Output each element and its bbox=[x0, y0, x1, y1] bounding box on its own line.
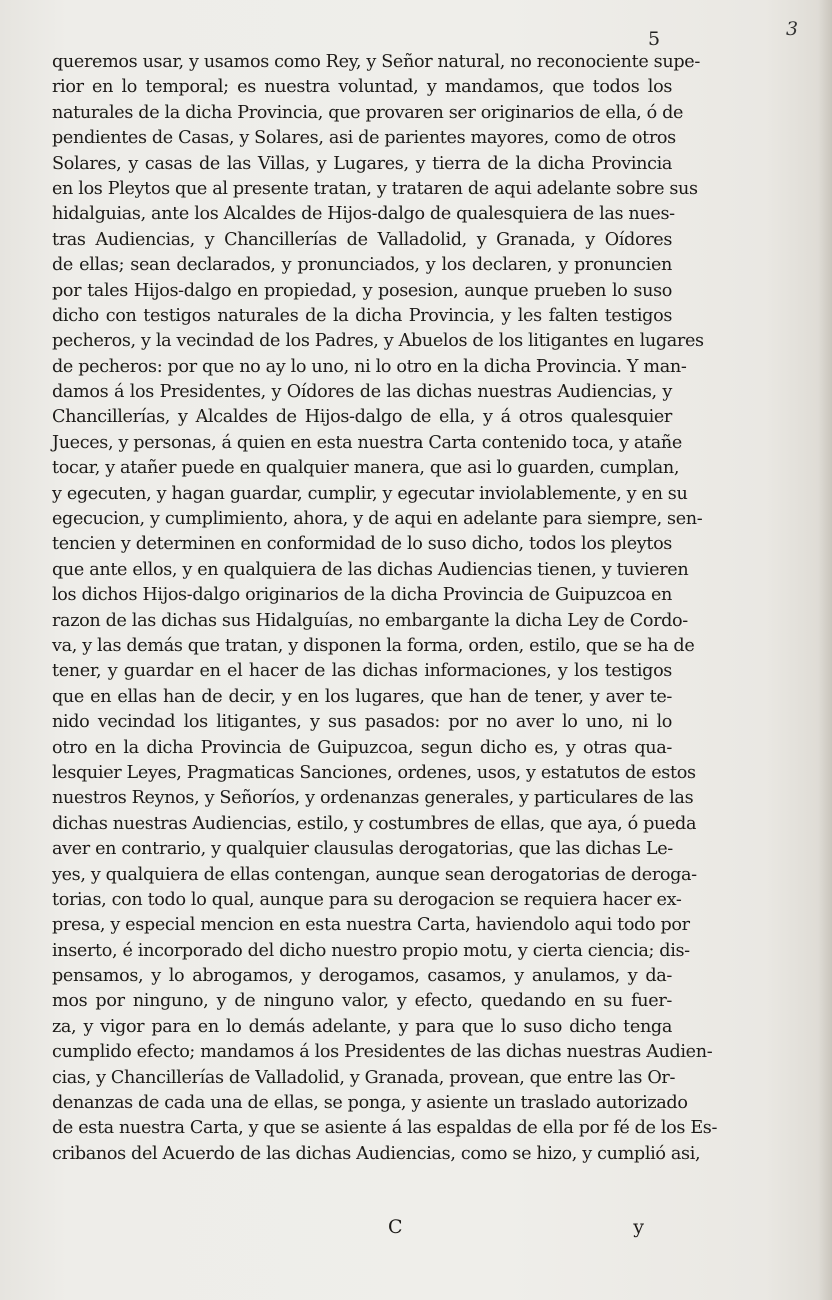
text-line: tras Audiencias, y Chancillerías de Valladolid, y Granada, y Oídores bbox=[52, 229, 672, 250]
text-line: dichas nuestras Audiencias, estilo, y costumbres de ellas, que aya, ó pueda bbox=[52, 813, 697, 834]
text-line: za, y vigor para en lo demás adelante, y para que lo suso dicho tenga bbox=[52, 1016, 672, 1037]
page-footer bbox=[52, 1216, 672, 1246]
signature-mark: C bbox=[388, 1216, 403, 1238]
text-line: mos por ninguno, y de ninguno valor, y efecto, quedando en su fuer- bbox=[52, 991, 672, 1012]
text-line: otro en la dicha Provincia de Guipuzcoa, segun dicho es, y otras qua- bbox=[52, 737, 672, 758]
text-line: nuestros Reynos, y Señoríos, y ordenanzas generales, y particulares de las bbox=[52, 788, 694, 809]
text-line: de ellas; sean declarados, y pronunciados, y los declaren, y pronuncien bbox=[52, 255, 672, 276]
text-line: denanzas de cada una de ellas, se ponga, y asiente un traslado autorizado bbox=[52, 1093, 688, 1114]
text-line: va, y las demás que tratan, y disponen la forma, orden, estilo, que se ha de bbox=[52, 635, 695, 656]
text-line: Solares, y casas de las Villas, y Lugares, y tierra de la dicha Provincia bbox=[52, 153, 672, 174]
text-line: queremos usar, y usamos como Rey, y Señor natural, no reconociente supe- bbox=[52, 52, 700, 72]
text-line: cumplido efecto; mandamos á los Presidentes de las dichas nuestras Audien- bbox=[52, 1042, 713, 1063]
text-line: torias, con todo lo qual, aunque para su derogacion se requiera hacer ex- bbox=[52, 889, 682, 910]
page-edge-shadow bbox=[818, 0, 832, 1300]
text-line: cribanos del Acuerdo de las dichas Audiencias, como se hizo, y cumplió asi, bbox=[52, 1143, 701, 1164]
text-line: tener, y guardar en el hacer de las dichas informaciones, y los testigos bbox=[52, 661, 672, 682]
text-line: Chancillerías, y Alcaldes de Hijos-dalgo de ella, y á otros qualesquier bbox=[52, 407, 672, 428]
text-line: nido vecindad los litigantes, y sus pasados: por no aver lo uno, ni lo bbox=[52, 712, 672, 733]
text-line: por tales Hijos-dalgo en propiedad, y posesion, aunque prueben lo suso bbox=[52, 280, 672, 301]
text-line: de pecheros: por que no ay lo uno, ni lo otro en la dicha Provincia. Y man- bbox=[52, 356, 687, 377]
text-line: que en ellas han de decir, y en los lugares, que han de tener, y aver te- bbox=[52, 686, 672, 707]
page-number: 5 bbox=[648, 28, 661, 50]
body-text bbox=[52, 50, 718, 1167]
text-line: aver en contrario, y qualquier clausulas derogatorias, que las dichas Le- bbox=[52, 839, 673, 860]
text-line: naturales de la dicha Provincia, que provaren ser originarios de ella, ó de bbox=[52, 102, 684, 123]
text-line: dicho con testigos naturales de la dicha Provincia, y les falten testigos bbox=[52, 305, 672, 326]
text-line: damos á los Presidentes, y Oídores de las dichas nuestras Audiencias, y bbox=[52, 382, 672, 403]
text-line: egecucion, y cumplimiento, ahora, y de aqui en adelante para siempre, sen- bbox=[52, 509, 703, 530]
text-line: cias, y Chancillerías de Valladolid, y Granada, provean, que entre las Or- bbox=[52, 1067, 676, 1088]
catchword: y bbox=[633, 1216, 644, 1238]
text-line: en los Pleytos que al presente tratan, y trataren de aqui adelante sobre sus bbox=[52, 178, 698, 199]
text-line: pecheros, y la vecindad de los Padres, y Abuelos de los litigantes en lugares bbox=[52, 331, 704, 352]
text-line: los dichos Hijos-dalgo originarios de la dicha Provincia de Guipuzcoa en bbox=[52, 585, 672, 606]
text-line: lesquier Leyes, Pragmaticas Sanciones, ordenes, usos, y estatutos de estos bbox=[52, 762, 696, 783]
text-line: que ante ellos, y en qualquiera de las dichas Audiencias tienen, y tuvieren bbox=[52, 559, 689, 580]
text-line: rior en lo temporal; es nuestra voluntad, y mandamos, que todos los bbox=[52, 77, 672, 98]
text-line: razon de las dichas sus Hidalguías, no embargante la dicha Ley de Cordo- bbox=[52, 610, 688, 631]
text-line: hidalguias, ante los Alcaldes de Hijos-dalgo de qualesquiera de las nues- bbox=[52, 204, 675, 225]
text-line: inserto, é incorporado del dicho nuestro propio motu, y cierta ciencia; dis- bbox=[52, 940, 690, 961]
text-line: tencien y determinen en conformidad de lo suso dicho, todos los pleytos bbox=[52, 534, 672, 555]
text-line: yes, y qualquiera de ellas contengan, aunque sean derogatorias de deroga- bbox=[52, 864, 697, 885]
text-line: de esta nuestra Carta, y que se asiente á las espaldas de ella por fé de los Es- bbox=[52, 1118, 718, 1139]
folio-note: 3 bbox=[786, 18, 799, 40]
text-line: tocar, y atañer puede en qualquier manera, que asi lo guarden, cumplan, bbox=[52, 458, 680, 479]
text-line: pendientes de Casas, y Solares, asi de parientes mayores, como de otros bbox=[52, 128, 676, 149]
text-line: pensamos, y lo abrogamos, y derogamos, casamos, y anulamos, y da- bbox=[52, 966, 672, 987]
text-line: y egecuten, y hagan guardar, cumplir, y egecutar inviolablemente, y en su bbox=[52, 483, 688, 504]
text-line: presa, y especial mencion en esta nuestra Carta, haviendolo aqui todo por bbox=[52, 915, 690, 936]
text-line: Jueces, y personas, á quien en esta nuestra Carta contenido toca, y atañe bbox=[52, 432, 682, 453]
